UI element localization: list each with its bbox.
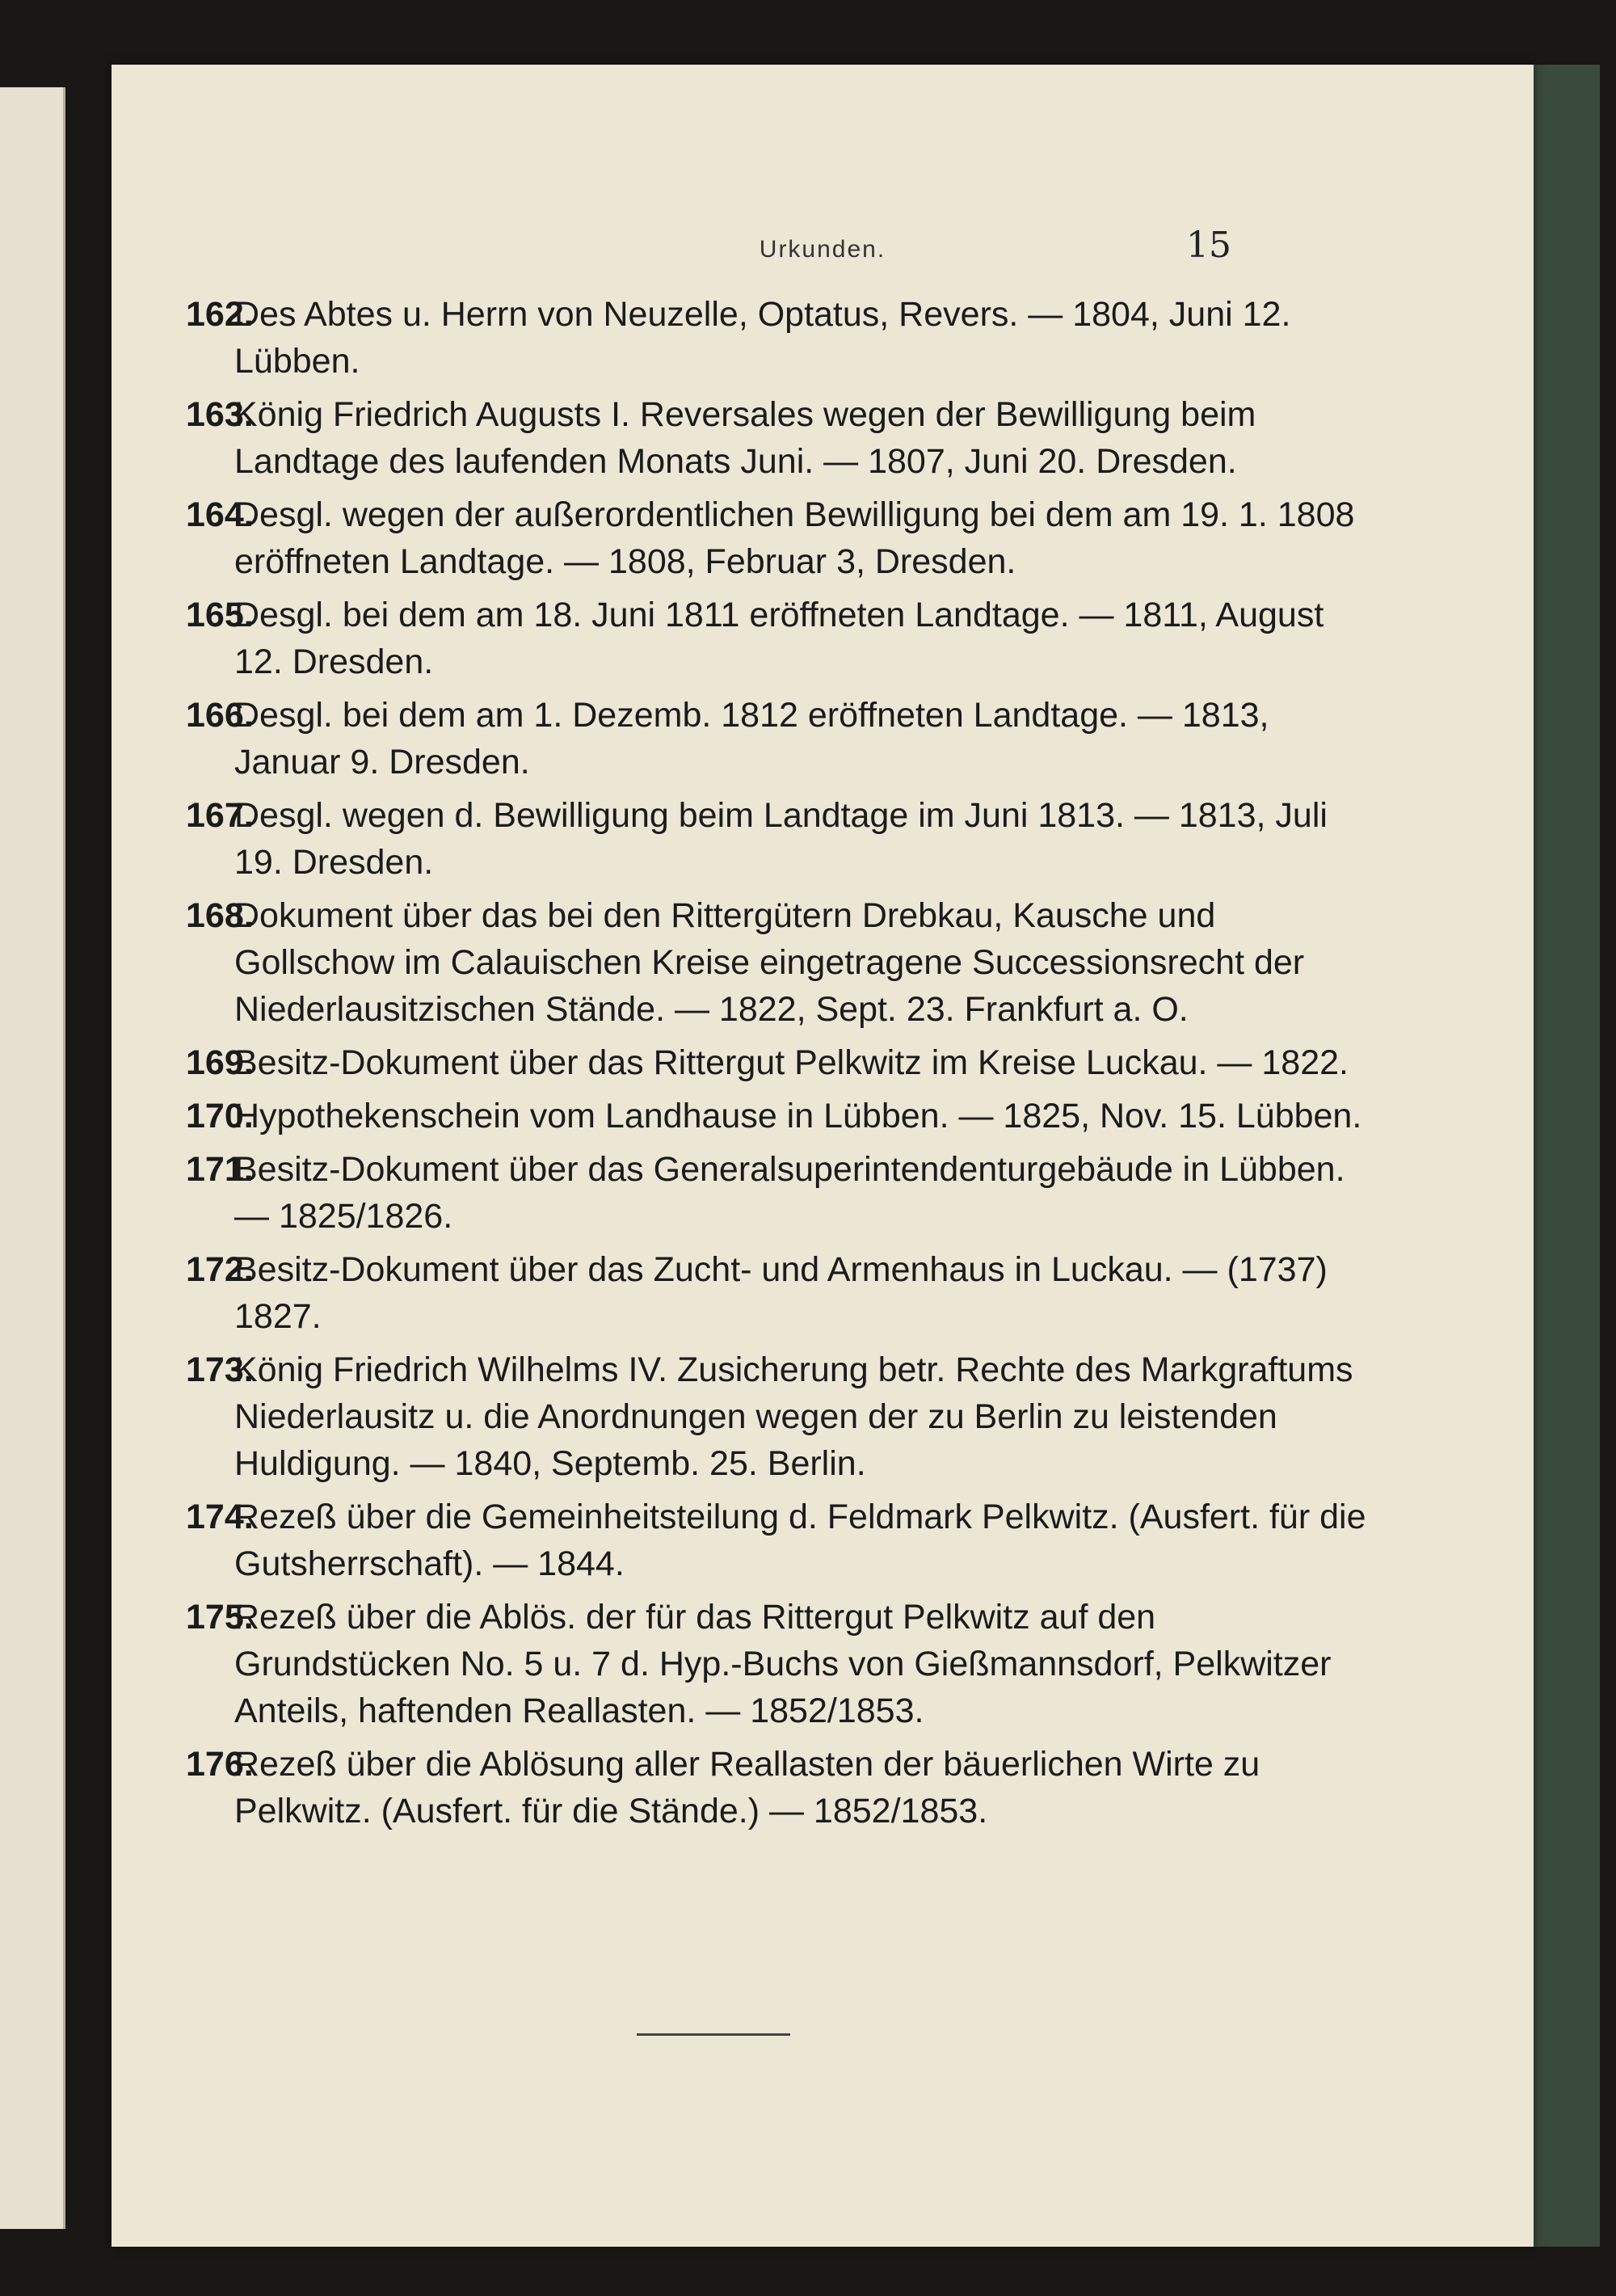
entry-number: 166.: [186, 696, 254, 735]
list-item: [186, 792, 1374, 886]
entry-text: Des Abtes u. Herrn von Neuzelle, Optatus, Revers. — 1804, Juni 12. Lübben.: [234, 295, 1291, 381]
list-item: [186, 1246, 1374, 1340]
running-title: Urkunden.: [759, 236, 886, 263]
entry-number: 170.: [186, 1097, 254, 1135]
entry-text: Desgl. bei dem am 18. Juni 1811 eröffneten Landtage. — 1811, August 12. Dresden.: [234, 596, 1324, 681]
list-item: [186, 391, 1374, 485]
list-item: [186, 692, 1374, 786]
list-item: [186, 1146, 1374, 1240]
entry-number: 168.: [186, 896, 254, 935]
list-item: [186, 892, 1374, 1033]
entry-number: 162.: [186, 295, 254, 334]
entry-number: 173.: [186, 1350, 254, 1389]
entry-number: 176.: [186, 1745, 254, 1784]
entry-number: 171.: [186, 1150, 254, 1189]
closing-rule: [637, 2033, 790, 2036]
entry-text: Besitz-Dokument über das Zucht- und Armenhaus in Luckau. — (1737) 1827.: [234, 1250, 1328, 1336]
entry-number: 165.: [186, 596, 254, 634]
entry-number: 164.: [186, 495, 254, 534]
list-item: [186, 1741, 1374, 1835]
list-item: [186, 1093, 1374, 1140]
list-item: [186, 1493, 1374, 1587]
entry-text: Desgl. wegen d. Bewilligung beim Landtage im Juni 1813. — 1813, Juli 19. Dresden.: [234, 796, 1328, 882]
entry-number: 174.: [186, 1498, 254, 1536]
list-item: [186, 491, 1374, 585]
facing-page-edge: [0, 87, 65, 2229]
entry-text: Hypothekenschein vom Landhause in Lübben. — 1825, Nov. 15. Lübben.: [234, 1097, 1362, 1135]
list-item: [186, 1346, 1374, 1487]
entry-number: 172.: [186, 1250, 254, 1289]
list-item: [186, 1039, 1374, 1086]
entry-text: Rezeß über die Ablös. der für das Rittergut Pelkwitz auf den Grundstücken No. 5 u. 7 d. Hyp.-Buchs von Gießmannsdorf, Pelkwitzer Anteils, haftenden Reallasten. — 1852/1853.: [234, 1598, 1332, 1730]
book-page: [112, 65, 1534, 2247]
entry-text: Dokument über das bei den Rittergütern Drebkau, Kausche und Gollschow im Calauischen Kreise eingetragene Successionsrecht der Niederlausitzischen Stände. — 1822, Sept. 23. Frankfurt a. O.: [234, 896, 1305, 1029]
entry-text: Rezeß über die Ablösung aller Reallasten der bäuerlichen Wirte zu Pelkwitz. (Ausfert. für die Stände.) — 1852/1853.: [234, 1745, 1260, 1830]
entry-number: 163.: [186, 395, 254, 434]
entry-text: Desgl. wegen der außerordentlichen Bewilligung bei dem am 19. 1. 1808 eröffneten Landtage. — 1808, Februar 3, Dresden.: [234, 495, 1355, 581]
page-number: 15: [1186, 225, 1231, 266]
entry-number: 167.: [186, 796, 254, 835]
list-item: [186, 1594, 1374, 1734]
entry-text: König Friedrich Augusts I. Reversales wegen der Bewilligung beim Landtage des laufenden Monats Juni. — 1807, Juni 20. Dresden.: [234, 395, 1256, 481]
entry-list: [186, 291, 1374, 1841]
entry-text: Besitz-Dokument über das Rittergut Pelkwitz im Kreise Luckau. — 1822.: [234, 1043, 1349, 1082]
entry-text: Rezeß über die Gemeinheitsteilung d. Feldmark Pelkwitz. (Ausfert. für die Gutsherrschaft). — 1844.: [234, 1498, 1366, 1583]
list-item: [186, 291, 1374, 385]
entry-text: König Friedrich Wilhelms IV. Zusicherung betr. Rechte des Markgraftums Niederlausitz u. die Anordnungen wegen der zu Berlin zu leistenden Huldigung. — 1840, Septemb. 25. Berlin.: [234, 1350, 1353, 1483]
entry-text: Desgl. bei dem am 1. Dezemb. 1812 eröffneten Landtage. — 1813, Januar 9. Dresden.: [234, 696, 1269, 781]
entry-number: 169.: [186, 1043, 254, 1082]
list-item: [186, 592, 1374, 685]
entry-text: Besitz-Dokument über das Generalsuperintendenturgebäude in Lübben. — 1825/1826.: [234, 1150, 1345, 1236]
entry-number: 175.: [186, 1598, 254, 1637]
